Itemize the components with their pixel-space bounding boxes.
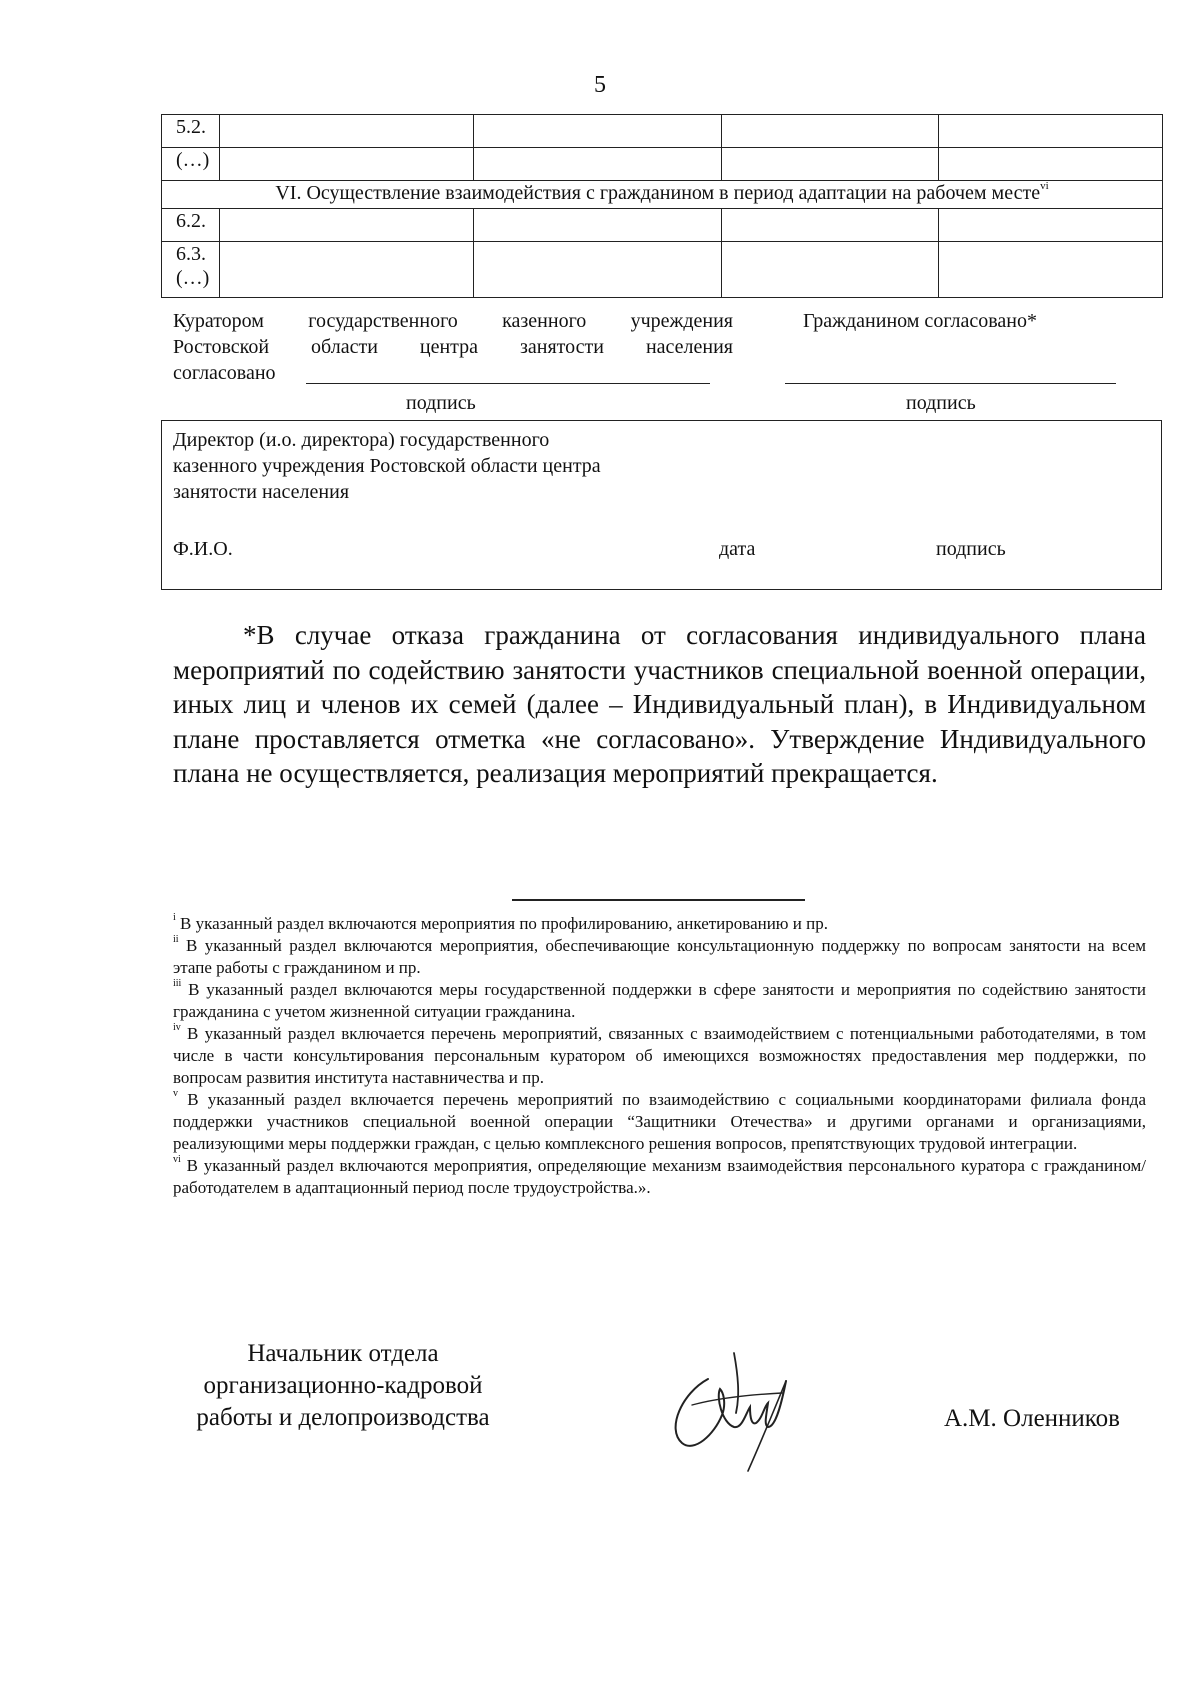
signature-caption: подпись (406, 392, 476, 414)
footnote (173, 1089, 1146, 1155)
table-cell (474, 242, 722, 298)
curator-line: Ростовской области центра занятости населения (173, 336, 733, 358)
refusal-note-text: *В случае отказа гражданина от согласования индивидуального плана мероприятий по содействию занятости участников специальной военной операции, иных лиц и членов их семей (далее – Индивидуальный план), в Индивидуальном плане проставляется отметка «не согласовано». Утверждение Индивидуального плана не осуществляется, реализация мероприятий прекращается. (173, 620, 1146, 788)
table-cell (939, 115, 1163, 148)
table-cell (220, 115, 474, 148)
curator-approval (173, 308, 733, 386)
row-number: 5.2. (162, 115, 220, 148)
plan-table (161, 114, 1163, 298)
table-cell (220, 148, 474, 181)
row-number: (…) (162, 148, 220, 181)
footnotes (173, 913, 1146, 1199)
table-cell (722, 148, 939, 181)
footnote-text: В указанный раздел включается перечень мероприятий по взаимодействию с социальными координаторами филиала фонда поддержки участников специальной военной операции “Защитники Отечества» и другими органами и организациями, реализующими меры поддержки граждан, с целью комплексного решения вопросов, препятствующих трудовой интеграции. (173, 1090, 1147, 1153)
chief-title-line: работы и делопроизводства (196, 1404, 490, 1431)
table-cell (722, 242, 939, 298)
table-row (162, 242, 1163, 298)
chief-title (173, 1338, 513, 1434)
footnote-marker: vi (173, 1154, 181, 1165)
row-number-line: (…) (176, 267, 210, 289)
curator-agreed-label: согласовано (173, 362, 276, 384)
table-cell (939, 148, 1163, 181)
director-title (173, 427, 601, 505)
footnote-separator (512, 899, 805, 901)
citizen-approval: Гражданином согласовано* (803, 310, 1037, 332)
director-title-line: казенного учреждения Ростовской области центра (173, 455, 601, 477)
table-cell (939, 209, 1163, 242)
director-title-line: занятости населения (173, 481, 350, 503)
section-heading (162, 181, 1163, 209)
table-cell (939, 242, 1163, 298)
signature-label: подпись (936, 538, 1006, 560)
signature-stroke (734, 1353, 738, 1413)
curator-signature-line (306, 383, 710, 384)
footnote-text: В указанный раздел включается перечень мероприятий, связанных с взаимодействием с потенциальными работодателями, в том числе в части консультирования персональным куратором об имеющихся возможностях предоставления мер поддержки, по вопросам развития института наставничества и пр. (173, 1024, 1146, 1087)
footnote (173, 935, 1146, 979)
chief-name: А.М. Оленников (944, 1405, 1120, 1432)
table-row (162, 209, 1163, 242)
footnote-marker: ii (173, 934, 179, 945)
page-number: 5 (594, 72, 606, 98)
chief-title-line: Начальник отдела (247, 1340, 439, 1367)
chief-title-line: организационно-кадровой (203, 1372, 483, 1399)
row-number (162, 242, 220, 298)
footnote-text: В указанный раздел включаются мероприятия по профилированию, анкетированию и пр. (180, 914, 828, 933)
footnote-ref: vi (1040, 180, 1049, 192)
signature-stroke (676, 1379, 786, 1446)
table-row (162, 115, 1163, 148)
footnote (173, 1155, 1146, 1199)
footnote-marker: iv (173, 1022, 181, 1033)
footnote-marker: iii (173, 978, 182, 989)
citizen-signature-line (785, 383, 1116, 384)
footnote-text: В указанный раздел включаются мероприятия, определяющие механизм взаимодействия персонального куратора с гражданином/работодателем в адаптационный период после трудоустройства.». (173, 1156, 1146, 1197)
footnote-text: В указанный раздел включаются меры государственной поддержки в сфере занятости и мероприятия по содействию занятости гражданина с учетом жизненной ситуации гражданина. (173, 980, 1146, 1021)
table-cell (474, 209, 722, 242)
footnote (173, 979, 1146, 1023)
footnote (173, 1023, 1146, 1089)
handwritten-signature (664, 1345, 804, 1475)
footnote-text: В указанный раздел включаются мероприятия, обеспечивающие консультационную поддержку по вопросам занятости на всем этапе работы с гражданином и пр. (173, 936, 1146, 977)
footnote (173, 913, 1146, 935)
footnote-marker: i (173, 912, 176, 923)
signature-caption: подпись (906, 392, 976, 414)
table-cell (722, 115, 939, 148)
row-number: 6.2. (162, 209, 220, 242)
table-cell (722, 209, 939, 242)
table-cell (474, 115, 722, 148)
footnote-marker: v (173, 1088, 178, 1099)
table-cell (220, 209, 474, 242)
director-title-line: Директор (и.о. директора) государственного (173, 429, 550, 451)
refusal-note (173, 618, 1146, 791)
table-cell (474, 148, 722, 181)
date-label: дата (719, 538, 756, 560)
section-heading-row (162, 181, 1163, 209)
fio-label: Ф.И.О. (173, 538, 233, 560)
row-number-line: 6.3. (176, 243, 206, 265)
table-cell (220, 242, 474, 298)
section-title: VI. Осуществление взаимодействия с гражданином в период адаптации на рабочем месте (275, 182, 1041, 204)
curator-line: Куратором государственного казенного учреждения (173, 310, 733, 332)
table-row (162, 148, 1163, 181)
